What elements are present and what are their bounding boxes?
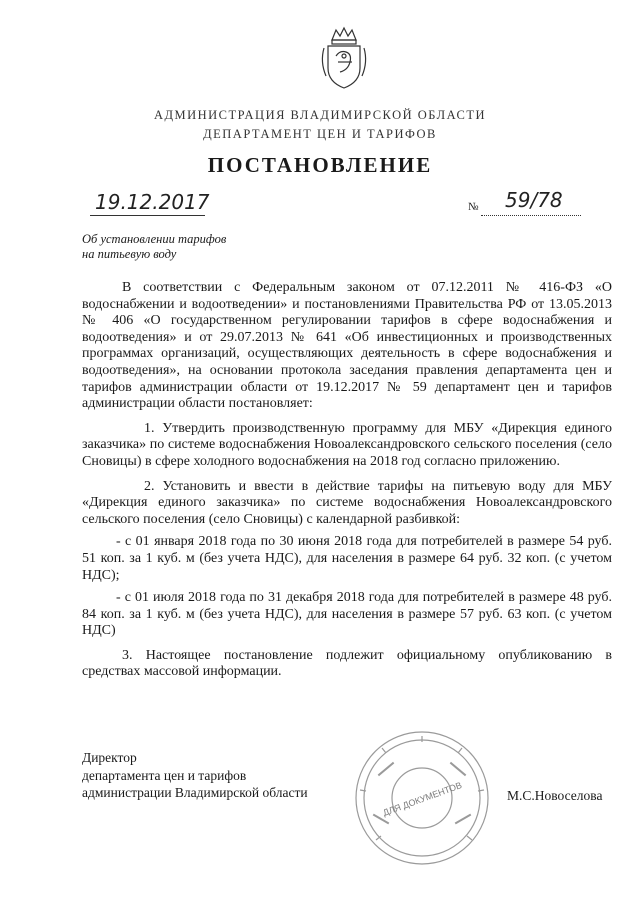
signatory-administration: администрации Владимирской области xyxy=(82,785,308,800)
department-name: ДЕПАРТАМЕНТ ЦЕН И ТАРИФОВ xyxy=(203,127,437,141)
clause-2-period-2: - с 01 июля 2018 года по 31 декабря 2018 года для потребителей в размере 48 руб. 84 коп. за 1 куб. м (без учета НДС), для населения в размере 57 руб. 63 коп. (с учетом НДС) xyxy=(82,590,612,639)
subject-line-1: Об установлении тарифов xyxy=(82,232,227,246)
clause-1: 1. Утвердить производственную программу для МБУ «Дирекция единого заказчика» по системе водоснабжения Новоалександровского сельского поселения (село Сновицы) в сфере холодного водоснабжения на 2018 год согласно приложению. xyxy=(82,420,612,469)
number-sign: № xyxy=(468,201,479,213)
signature-block xyxy=(82,749,308,802)
document-date: 19.12.2017 xyxy=(95,190,210,214)
date-underline xyxy=(90,215,205,216)
clause-2: 2. Установить и ввести в действие тарифы на питьевую воду для МБУ «Дирекция единого заказчика» по системе водоснабжения Новоалександровского сельского поселения (село Сновицы) с календарной разбивкой: xyxy=(82,478,612,527)
document-title: ПОСТАНОВЛЕНИЕ xyxy=(207,153,433,177)
clause-3: 3. Настоящее постановление подлежит официальному опубликованию в средствах массовой информации. xyxy=(82,647,612,680)
signatory-name: М.С.Новоселова xyxy=(507,788,603,803)
official-stamp-icon xyxy=(352,728,492,868)
document-number: 59/78 xyxy=(505,188,563,212)
signatory-title: Директор xyxy=(82,750,137,765)
coat-of-arms-icon xyxy=(318,26,370,90)
document-body xyxy=(82,280,612,681)
subject-line-2: на питьевую воду xyxy=(82,247,177,261)
stamp-text: ДЛЯ ДОКУМЕНТОВ xyxy=(381,780,464,818)
signatory-department: департамента цен и тарифов xyxy=(82,767,247,783)
clause-2-period-1: - с 01 января 2018 года по 30 июня 2018 года для потребителей в размере 54 руб. 51 коп. за 1 куб. м (без учета НДС), для населения в размере 64 руб. 32 коп. (с учетом НДС); xyxy=(82,534,612,583)
document-subject xyxy=(82,232,226,262)
preamble-paragraph: В соответствии с Федеральным законом от 07.12.2011 № 416-ФЗ «О водоснабжении и водоотведении» и постановлениями Правительства РФ от 13.05.2013 № 406 «О государственном регулировании тарифов в сфере водоснабжения и водоотведения» и от 29.07.2013 № 641 «Об инвестиционных и производственных программах организаций, осуществляющих деятельность в сфере водоснабжения и водоотведения», на основании протокола заседания правления департамента цен и тарифов администрации области от 19.12.2017 № 59 департамент цен и тарифов администрации области постановляет: xyxy=(82,280,612,412)
agency-name: АДМИНИСТРАЦИЯ ВЛАДИМИРСКОЙ ОБЛАСТИ xyxy=(153,108,487,122)
number-underline xyxy=(481,215,581,216)
